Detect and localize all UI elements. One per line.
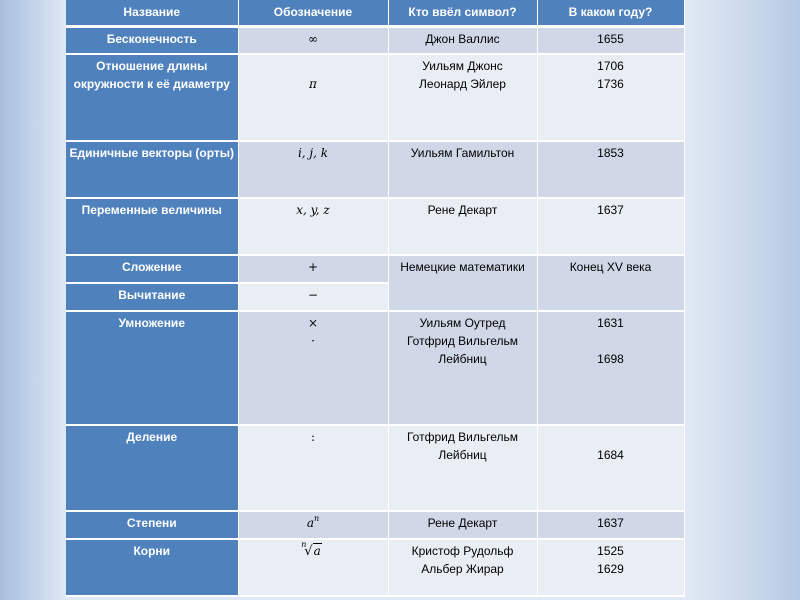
header-name: Название	[66, 0, 238, 26]
row-who: Рене Декарт	[388, 198, 537, 255]
row-name: Переменные величины	[66, 198, 238, 255]
root-symbol: n √a	[301, 540, 321, 559]
row-year: 1637	[537, 198, 684, 255]
row-symbol: ∞	[238, 26, 388, 54]
table-row	[66, 141, 684, 198]
row-year: 1525 1629	[537, 539, 684, 596]
header-symbol: Обозначение	[238, 0, 388, 26]
table-row	[66, 26, 684, 54]
row-symbol: π	[238, 54, 388, 141]
row-symbol: +	[238, 255, 388, 283]
row-name: Бесконечность	[66, 26, 238, 54]
header-year: В каком году?	[537, 0, 684, 26]
row-year: 1655	[537, 26, 684, 54]
table-row	[66, 255, 684, 283]
row-symbol: −	[238, 283, 388, 311]
row-name: Сложение	[66, 255, 238, 283]
row-symbol: × ·	[238, 311, 388, 425]
row-year: 1637	[537, 511, 684, 539]
row-year: 1853	[537, 141, 684, 198]
row-symbol	[238, 539, 388, 596]
row-who: Кристоф Рудольф Альбер Жирар	[388, 539, 537, 596]
table-row	[66, 539, 684, 596]
row-year: 1684	[537, 425, 684, 511]
row-who: Рене Декарт	[388, 511, 537, 539]
row-year: Конец XV века	[537, 255, 684, 311]
row-symbol: :	[238, 425, 388, 511]
row-who: Джон Валлис	[388, 26, 537, 54]
row-symbol: i, j, k	[238, 141, 388, 198]
table-row	[66, 311, 684, 425]
row-name: Степени	[66, 511, 238, 539]
row-symbol: x, y, z	[238, 198, 388, 255]
row-who: Уильям Гамильтон	[388, 141, 537, 198]
header-who: Кто ввёл символ?	[388, 0, 537, 26]
row-year: 1631 1698	[537, 311, 684, 425]
table-row	[66, 511, 684, 539]
table-row	[66, 54, 684, 141]
row-who: Немецкие математики	[388, 255, 537, 311]
row-name: Вычитание	[66, 283, 238, 311]
row-name: Единичные векторы (орты)	[66, 141, 238, 198]
header-row	[66, 0, 684, 26]
row-name: Деление	[66, 425, 238, 511]
row-name: Умножение	[66, 311, 238, 425]
row-symbol: $a^n$	[238, 511, 388, 539]
row-who: Уильям Джонс Леонард Эйлер	[388, 54, 537, 141]
row-name: Отношение длины окружности к её диаметру	[66, 54, 238, 141]
row-who: Уильям Оутред Готфрид Вильгельм Лейбниц	[388, 311, 537, 425]
row-year: 1706 1736	[537, 54, 684, 141]
row-name: Корни	[66, 539, 238, 596]
row-who: Готфрид Вильгельм Лейбниц	[388, 425, 537, 511]
table-row	[66, 198, 684, 255]
math-symbols-table	[66, 0, 685, 597]
table-row	[66, 425, 684, 511]
